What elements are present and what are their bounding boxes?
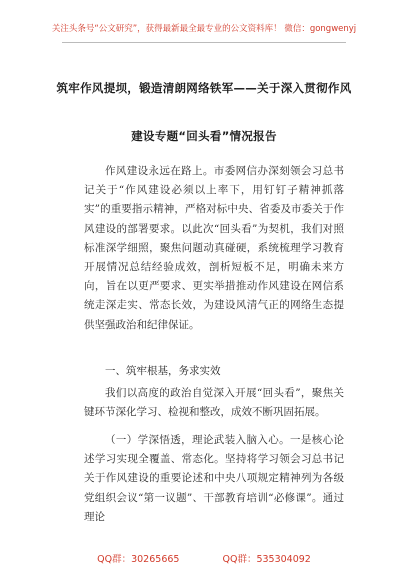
- header-divider: [62, 42, 346, 43]
- section-1-heading: 一、筑牢根基，务求实效: [105, 365, 221, 377]
- page-header: 关注头条号“公文研究”，获得最新最全最专业的公文资料库！ 微信：gongwenyj: [51, 24, 357, 34]
- document-title-line-1: 筑牢作风提坝，锻造清朗网络铁军——关于深入贯彻作风: [56, 81, 352, 95]
- footer-qq-group-1: QQ群：30265665: [97, 554, 180, 565]
- section-1-paragraph: 我们以高度的政治自觉深入开展“回头看”，聚焦关键环节深化学习、检视和整改，成效不断巩固拓展。: [84, 387, 344, 419]
- footer-qq-group-2: QQ群：535304092: [222, 554, 311, 565]
- document-title-line-2: 建设专题“回头看”情况报告: [131, 129, 277, 143]
- page-footer: [0, 551, 408, 565]
- subsection-1-paragraph: （一）学深悟透，理论武装入脑入心。一是核心论述学习实现全覆盖、常态化。坚持将学习领会习总书记关于作风建设的重要论述和中央八项规定精神列为各级党组织会议“第一议题”、干部教育培训“必修课”。通过理论: [84, 434, 344, 523]
- intro-paragraph: 作风建设永远在路上。市委网信办深刻领会习总书记关于“作风建设必须以上率下，用钉钉子精神抓落实”的重要指示精神，严格对标中央、省委及市委关于作风建设的部署要求。以此次“回头看”为契机，我们对照标准深学细照，聚焦问题动真碰硬，系统梳理学习教育开展情况总结经验成效，剖析短板不足，明确未来方向，旨在以更严要求、更实举措推动作风建设在网信系统走深走实、常态长效，为建设风清气正的网络生态提供坚强政治和纪律保证。: [84, 165, 344, 331]
